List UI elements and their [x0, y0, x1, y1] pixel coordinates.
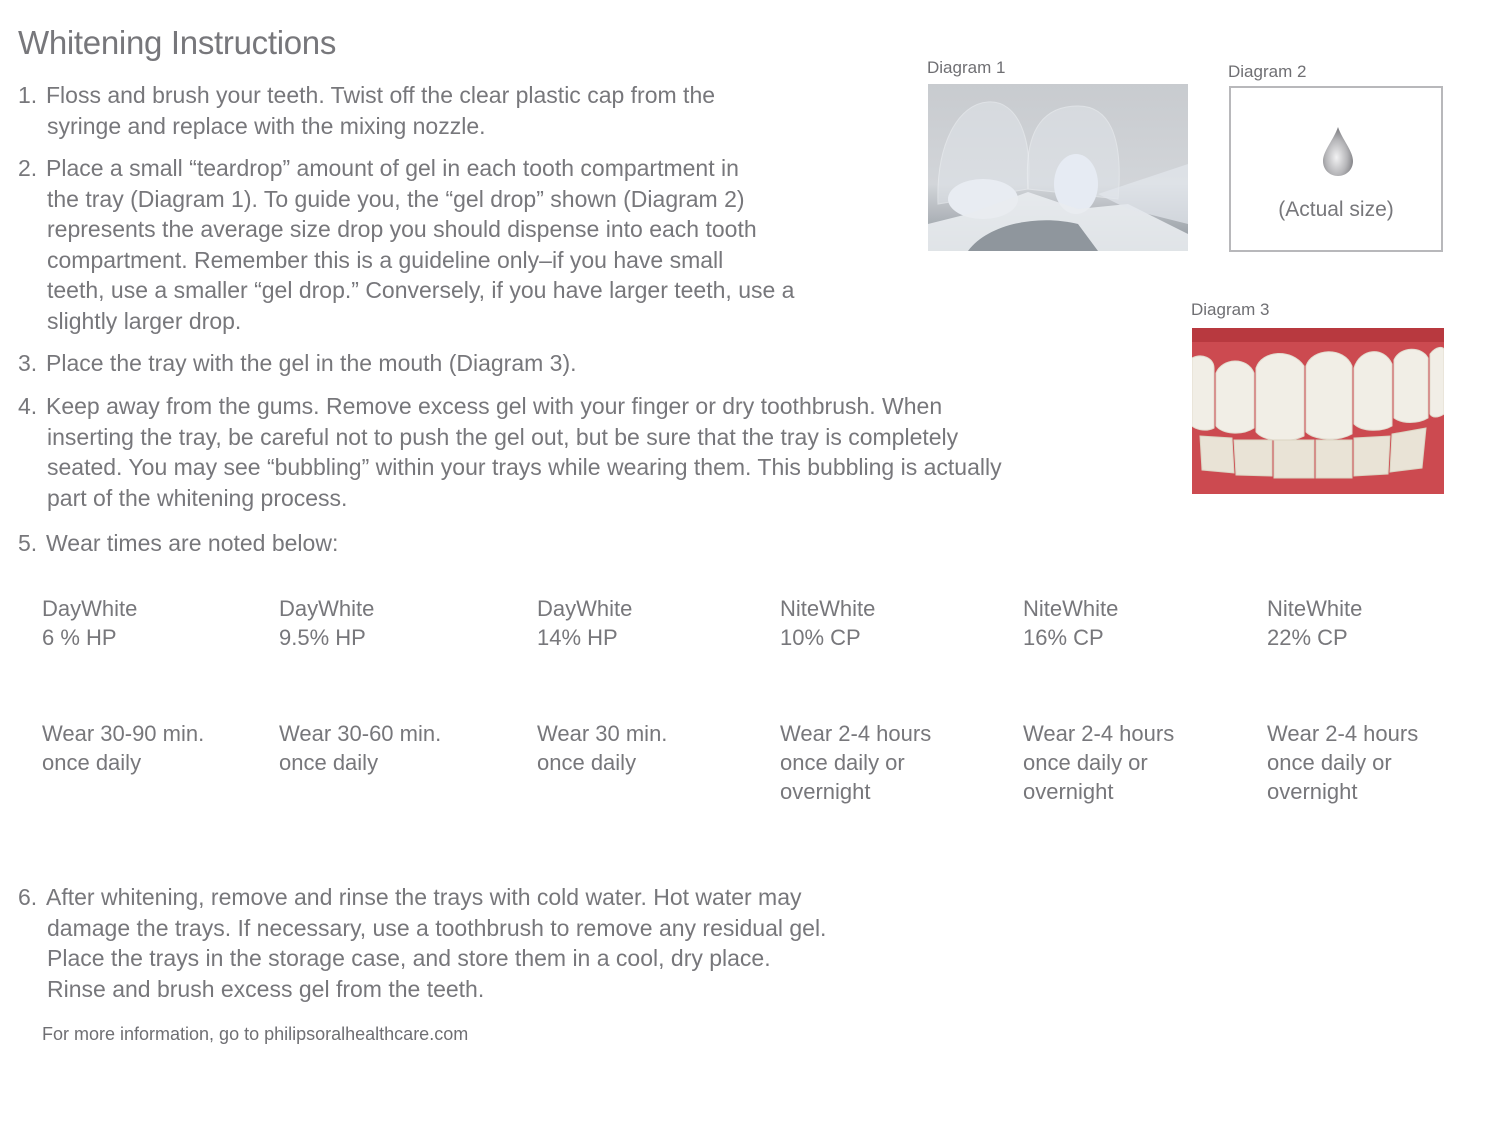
product-name: NiteWhite	[1267, 596, 1363, 621]
wear-frequency: once daily or	[780, 750, 905, 775]
step-text: syringe and replace with the mixing nozzle.	[47, 112, 486, 139]
step-6	[18, 882, 826, 1004]
diagram-2-box	[1229, 86, 1443, 252]
step-2	[18, 153, 794, 336]
step-1	[18, 80, 715, 141]
step-number: 6.	[18, 884, 38, 910]
wear-frequency: once daily	[279, 750, 379, 775]
step-text: represents the average size drop you should dispense into each tooth	[47, 216, 757, 242]
step-text: compartment. Remember this is a guideline only–if you have small	[47, 246, 724, 273]
step-text: part of the whitening process.	[47, 484, 348, 511]
wear-time-column	[537, 594, 667, 777]
product-strength: 16% CP	[1023, 625, 1104, 650]
diagram-3-teeth-photo	[1192, 328, 1444, 494]
step-number: 4.	[18, 393, 38, 419]
wear-frequency: once daily or	[1023, 750, 1148, 775]
step-text: teeth, use a smaller “gel drop.” Conversely, if you have larger teeth, use a	[47, 277, 795, 303]
wear-duration: Wear 30-60 min.	[279, 721, 442, 746]
wear-frequency: once daily	[537, 750, 637, 775]
wear-duration: Wear 30 min.	[537, 721, 668, 746]
step-text: slightly larger drop.	[47, 307, 242, 334]
step-text: inserting the tray, be careful not to push the gel out, but be sure that the tray is completely	[47, 423, 959, 450]
wear-duration: Wear 2-4 hours	[1023, 721, 1175, 746]
diagram-3-label: Diagram 3	[1191, 300, 1270, 319]
product-strength: 10% CP	[780, 625, 861, 650]
product-strength: 22% CP	[1267, 625, 1348, 650]
step-number: 1.	[18, 82, 38, 108]
product-name: DayWhite	[42, 596, 138, 621]
step-text: After whitening, remove and rinse the trays with cold water. Hot water may	[46, 884, 802, 910]
wear-frequency: overnight	[1267, 779, 1358, 804]
diagram-1-tray-photo	[928, 84, 1188, 251]
step-text: damage the trays. If necessary, use a toothbrush to remove any residual gel.	[47, 914, 827, 941]
product-name: DayWhite	[537, 596, 633, 621]
wear-frequency: overnight	[1023, 779, 1114, 804]
product-name: NiteWhite	[1023, 596, 1119, 621]
step-text: Place a small “teardrop” amount of gel in each tooth compartment in	[46, 155, 739, 181]
step-number: 2.	[18, 155, 38, 181]
wear-duration: Wear 2-4 hours	[780, 721, 932, 746]
step-text: seated. You may see “bubbling” within your trays while wearing them. This bubbling is actually	[47, 454, 1002, 480]
wear-frequency: once daily or	[1267, 750, 1392, 775]
product-strength: 14% HP	[537, 625, 618, 650]
wear-time-column	[1023, 594, 1174, 806]
wear-time-column	[42, 594, 204, 777]
actual-size-caption: (Actual size)	[1278, 198, 1394, 221]
step-text: the tray (Diagram 1). To guide you, the “gel drop” shown (Diagram 2)	[47, 185, 745, 212]
product-strength: 6 % HP	[42, 625, 117, 650]
product-name: NiteWhite	[780, 596, 876, 621]
product-strength: 9.5% HP	[279, 625, 366, 650]
wear-time-column	[780, 594, 931, 806]
step-text: Rinse and brush excess gel from the teeth.	[47, 975, 485, 1002]
product-name: DayWhite	[279, 596, 375, 621]
teeth-illustration	[1192, 328, 1444, 494]
step-4	[18, 391, 1002, 513]
wear-duration: Wear 2-4 hours	[1267, 721, 1419, 746]
step-3	[18, 348, 577, 379]
step-number: 5.	[18, 530, 38, 556]
step-text: Wear times are noted below:	[46, 530, 339, 556]
step-text: Place the trays in the storage case, and store them in a cool, dry place.	[47, 945, 771, 971]
step-number: 3.	[18, 350, 38, 376]
wear-time-column	[279, 594, 441, 777]
wear-frequency: once daily	[42, 750, 142, 775]
tray-illustration	[928, 84, 1188, 251]
wear-frequency: overnight	[780, 779, 871, 804]
step-text: Keep away from the gums. Remove excess gel with your finger or dry toothbrush. When	[46, 393, 943, 419]
diagram-2-label: Diagram 2	[1228, 62, 1307, 81]
wear-time-column	[1267, 594, 1418, 806]
step-text: Floss and brush your teeth. Twist off the clear plastic cap from the	[46, 82, 716, 108]
step-5	[18, 528, 338, 559]
step-text: Place the tray with the gel in the mouth (Diagram 3).	[46, 350, 577, 376]
wear-duration: Wear 30-90 min.	[42, 721, 205, 746]
diagram-1-label: Diagram 1	[927, 58, 1006, 77]
footer-more-info: For more information, go to philipsoralhealthcare.com	[42, 1024, 469, 1044]
gel-drop-icon	[1320, 125, 1356, 179]
page-title: Whitening Instructions	[18, 24, 337, 61]
